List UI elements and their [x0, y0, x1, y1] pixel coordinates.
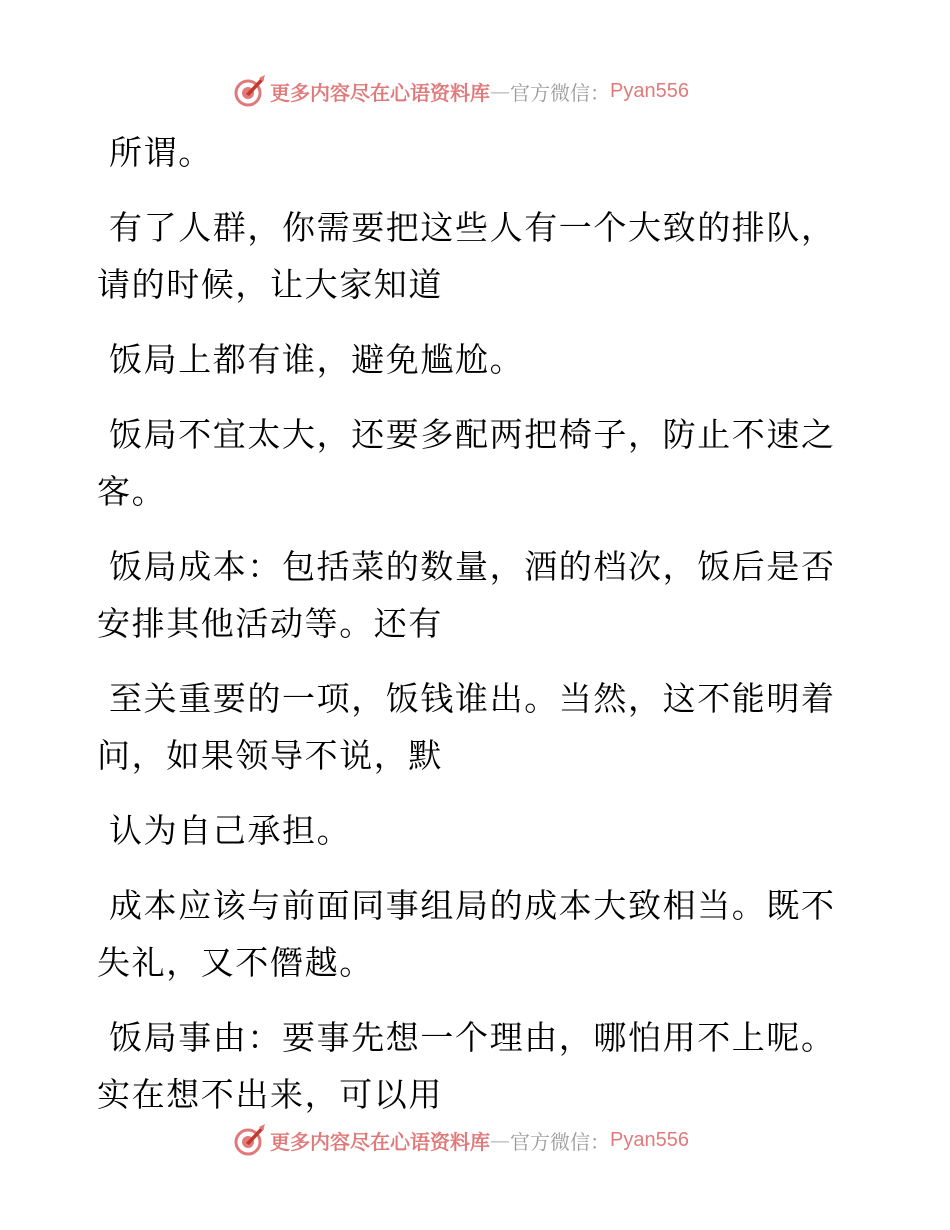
header-contact-id: Pyan556 — [610, 79, 689, 102]
footer-contact-label: 官方微信： — [510, 1129, 610, 1154]
paragraph: 成本应该与前面同事组局的成本大致相当。既不失礼，又不僭越。 — [97, 886, 836, 982]
document-body — [97, 124, 837, 1141]
paragraph: 饭局成本：包括菜的数量，酒的档次，饭后是否安排其他活动等。还有 — [97, 547, 836, 643]
paragraph: 饭局上都有谁，避免尴尬。 — [109, 340, 525, 379]
header-contact-label: 官方微信： — [510, 80, 610, 105]
footer-brand-text: 更多内容尽在心语资料库 — [270, 1129, 490, 1154]
paragraph: 有了人群，你需要把这些人有一个大致的排队，请的时候，让大家知道 — [97, 208, 836, 304]
footer-dash: — — [490, 1128, 510, 1152]
paragraph: 饭局事由：要事先想一个理由，哪怕用不上呢。实在想不出来，可以用 — [97, 1018, 836, 1114]
paragraph: 饭局不宜太大，还要多配两把椅子，防止不速之客。 — [97, 415, 836, 511]
paragraph: 至关重要的一项，饭钱谁出。当然，这不能明着问，如果领导不说，默 — [97, 679, 836, 775]
header-brand-text: 更多内容尽在心语资料库 — [270, 80, 490, 105]
quill-logo-icon — [232, 74, 266, 108]
paragraph: 所谓。 — [109, 133, 213, 172]
footer-contact-id: Pyan556 — [610, 1128, 689, 1151]
quill-logo-icon — [232, 1123, 266, 1157]
header-dash: — — [490, 79, 510, 103]
header-watermark — [232, 71, 689, 111]
footer-watermark — [232, 1120, 689, 1160]
paragraph: 认为自己承担。 — [109, 811, 352, 850]
